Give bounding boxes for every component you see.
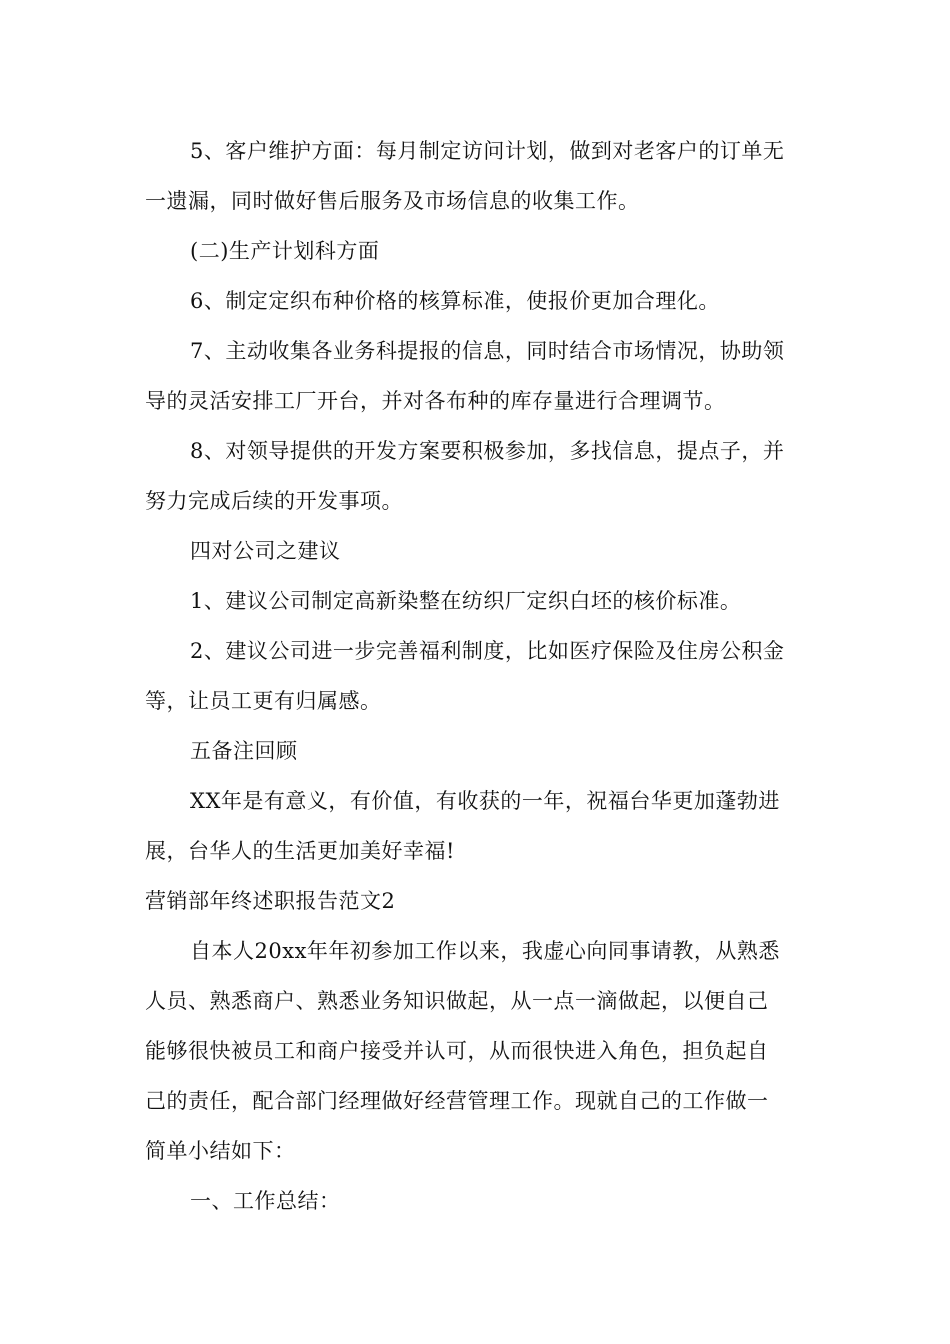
paragraph-6: 6、制定定织布种价格的核算标准，使报价更加合理化。 [190,289,720,313]
intro-line-1: 自本人20xx年年初参加工作以来，我虚心向同事请教，从熟悉 [190,939,780,963]
section-heading-suggestions: 四对公司之建议 [190,539,341,563]
review-line-1: XX年是有意义，有价值，有收获的一年，祝福台华更加蓬勃进 [190,789,780,813]
suggestion-1: 1、建议公司制定高新染整在纺织厂定织白坯的核价标准。 [190,589,742,613]
section-heading-work-summary: 一、工作总结： [190,1189,341,1213]
section-heading-review: 五备注回顾 [190,739,298,763]
paragraph-5-line-2: 一遗漏，同时做好售后服务及市场信息的收集工作。 [145,189,640,213]
intro-line-2: 人员、熟悉商户、熟悉业务知识做起，从一点一滴做起，以便自己 [145,989,769,1013]
suggestion-2-line-1: 2、建议公司进一步完善福利制度，比如医疗保险及住房公积金 [190,639,785,663]
article-title: 营销部年终述职报告范文2 [145,889,396,913]
paragraph-8-line-1: 8、对领导提供的开发方案要积极参加，多找信息，提点子，并 [190,439,785,463]
intro-line-5: 简单小结如下： [145,1139,296,1163]
paragraph-7-line-2: 导的灵活安排工厂开台，并对各布种的库存量进行合理调节。 [145,389,726,413]
paragraph-8-line-2: 努力完成后续的开发事项。 [145,489,403,513]
section-heading-production: (二)生产计划科方面 [190,239,380,263]
review-line-2: 展，台华人的生活更加美好幸福! [145,839,455,863]
intro-line-4: 己的责任，配合部门经理做好经营管理工作。现就自己的工作做一 [145,1089,769,1113]
paragraph-5-line-1: 5、客户维护方面：每月制定访问计划，做到对老客户的订单无 [190,139,785,163]
paragraph-7-line-1: 7、主动收集各业务科提报的信息，同时结合市场情况，协助领 [190,339,785,363]
suggestion-2-line-2: 等，让员工更有归属感。 [145,689,382,713]
intro-line-3: 能够很快被员工和商户接受并认可，从而很快进入角色，担负起自 [145,1039,769,1063]
